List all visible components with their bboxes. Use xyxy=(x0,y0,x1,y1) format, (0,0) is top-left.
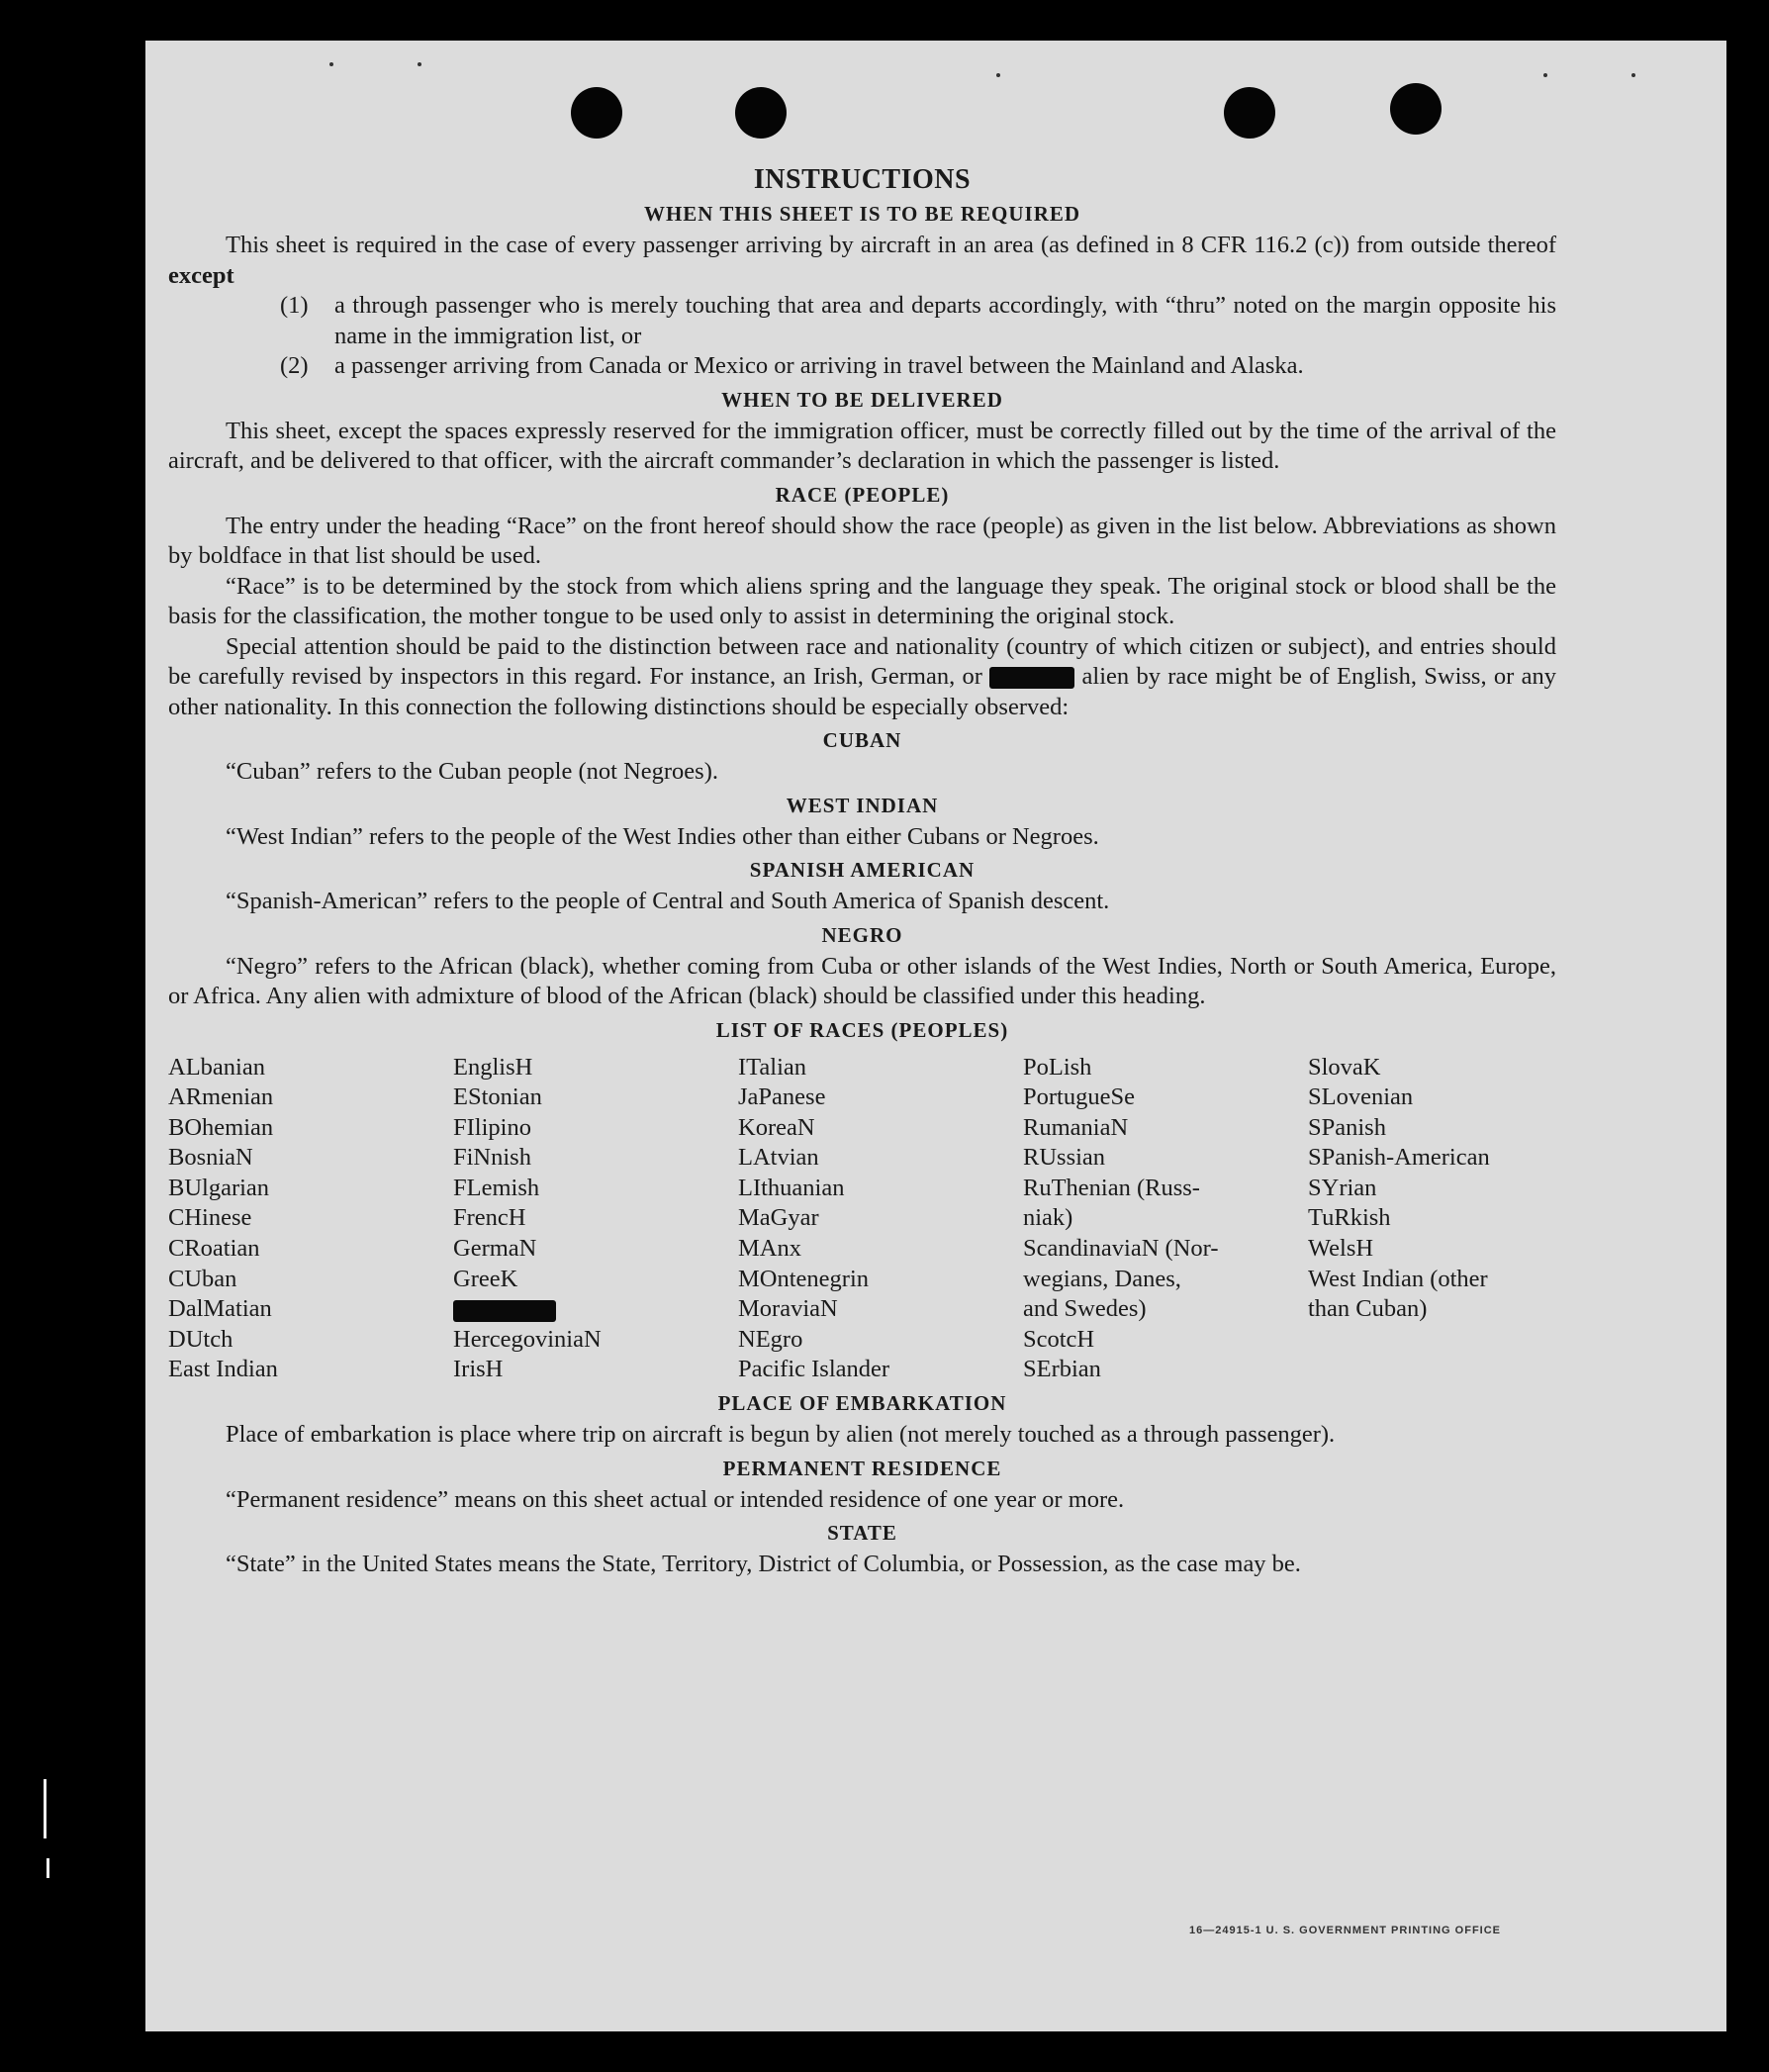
delivered-text: This sheet, except the spaces expressly reserved for the immigration officer, must be correctly filled out by the time of the arrival of the aircraft, and be delivered to that officer, with the aircraft commander’s declaration in which the passenger is listed. xyxy=(168,417,1556,474)
race-entry: ScandinaviaN (Nor- wegians, Danes, and Swedes) xyxy=(1023,1235,1219,1323)
race-entry: FiNnish xyxy=(453,1144,531,1172)
race-entry: LIthuanian xyxy=(738,1174,845,1201)
negro-text: “Negro” refers to the African (black), whether coming from Cuba or other islands of the West Indies, North or South America, Europe, or Africa. Any alien with admixture of blood of the African (black) should be classified under this heading. xyxy=(168,952,1556,1009)
section-heading-negro: NEGRO xyxy=(821,922,903,947)
item-number: (1) xyxy=(280,292,309,319)
speck xyxy=(996,73,1000,77)
race-paragraph: “Race” is to be determined by the stock from which aliens spring and the language they speak. The original stock or blood shall be the basis for the classification, the mother tongue to be used only to assist in determining the original stock. xyxy=(168,572,1556,629)
section-heading-list-of-races: LIST OF RACES (PEOPLES) xyxy=(715,1017,1009,1042)
redaction-mark xyxy=(989,667,1074,689)
document-page xyxy=(145,41,1726,2031)
race-entry: FIlipino xyxy=(453,1113,531,1141)
race-entry: ALbanian xyxy=(168,1053,265,1081)
race-entry: EStonian xyxy=(453,1083,542,1111)
race-entry: DalMatian xyxy=(168,1295,272,1323)
race-entry: MOntenegrin xyxy=(738,1265,869,1292)
section-heading-spanish-american: SPANISH AMERICAN xyxy=(749,858,976,882)
races-column xyxy=(1023,1053,1308,1386)
race-entry: RumaniaN xyxy=(1023,1113,1129,1141)
section-heading-race: RACE (PEOPLE) xyxy=(775,482,950,507)
speck xyxy=(418,62,421,66)
scan-artifact xyxy=(47,1858,49,1878)
punch-hole xyxy=(735,87,787,139)
race-entry: SPanish xyxy=(1308,1113,1386,1141)
punch-hole xyxy=(1390,83,1442,135)
race-entry: TuRkish xyxy=(1308,1204,1391,1232)
race-entry: MaGyar xyxy=(738,1204,819,1232)
race-paragraph: Special attention should be paid to the distinction between race and nationality (country of which citizen or subject), and entries should be carefully revised by inspectors in this regard. For instance, an Irish, German, or alien by race might be of English, Swiss, or any other nationality. In this connection the following distinctions should be especially observed: xyxy=(168,632,1556,720)
section-heading-residence: PERMANENT RESIDENCE xyxy=(722,1456,1002,1480)
race-entry: RuThenian (Russ- niak) xyxy=(1023,1174,1200,1232)
races-column xyxy=(453,1053,738,1386)
race-entry: West Indian (other than Cuban) xyxy=(1308,1265,1488,1323)
race-entry: IrisH xyxy=(453,1356,504,1383)
race-entry: SErbian xyxy=(1023,1356,1101,1383)
race-entry: SPanish-American xyxy=(1308,1144,1490,1172)
page-title: INSTRUCTIONS xyxy=(753,164,972,195)
race-entry: BosniaN xyxy=(168,1144,253,1172)
race-entry: RUssian xyxy=(1023,1144,1106,1172)
race-entry: PortugueSe xyxy=(1023,1083,1135,1111)
race-entry: KoreaN xyxy=(738,1113,815,1141)
race-entry: ScotcH xyxy=(1023,1325,1095,1353)
when-required-intro: This sheet is required in the case of every passenger arriving by aircraft in an area (as defined in 8 CFR 116.2 (c)) from outside thereof except xyxy=(168,232,1556,289)
races-column xyxy=(168,1053,453,1386)
race-entry: MoraviaN xyxy=(738,1295,838,1323)
race-entry: EnglisH xyxy=(453,1053,533,1081)
race-entry: SlovaK xyxy=(1308,1053,1381,1081)
cuban-text: “Cuban” refers to the Cuban people (not Negroes). xyxy=(226,758,718,785)
item-text: a through passenger who is merely touching that area and departs accordingly, with “thru” noted on the margin opposite his name in the immigration list, or xyxy=(334,292,1556,349)
section-heading-cuban: CUBAN xyxy=(822,728,902,752)
race-entry: HercegoviniaN xyxy=(453,1325,602,1353)
race-entry: ARmenian xyxy=(168,1083,274,1111)
spanish-american-text: “Spanish-American” refers to the people of Central and South America of Spanish descent. xyxy=(226,888,1110,914)
race-entry: CUban xyxy=(168,1265,237,1292)
race-entry: SYrian xyxy=(1308,1174,1377,1201)
race-entry: LAtvian xyxy=(738,1144,819,1172)
speck xyxy=(329,62,333,66)
race-entry: PoLish xyxy=(1023,1053,1092,1081)
west-indian-text: “West Indian” refers to the people of the West Indies other than either Cubans or Negroes. xyxy=(226,822,1099,850)
race-entry: Pacific Islander xyxy=(738,1356,890,1383)
race-entry: DUtch xyxy=(168,1325,233,1353)
race-entry: WelsH xyxy=(1308,1235,1374,1263)
races-list xyxy=(168,1053,1556,1386)
race-entry: GermaN xyxy=(453,1235,537,1263)
speck xyxy=(1543,73,1547,77)
race-entry: FLemish xyxy=(453,1174,540,1201)
item-text: a passenger arriving from Canada or Mexico or arriving in travel between the Mainland and Alaska. xyxy=(334,352,1304,379)
embarkation-text: Place of embarkation is place where trip on aircraft is begun by alien (not merely touched as a through passenger). xyxy=(226,1421,1336,1449)
redaction-mark xyxy=(453,1300,556,1322)
race-paragraph: The entry under the heading “Race” on the front hereof should show the race (people) as given in the list below. Abbreviations as shown by boldface in that list should be used. xyxy=(168,512,1556,569)
race-entry: CRoatian xyxy=(168,1235,260,1263)
race-entry: CHinese xyxy=(168,1204,252,1232)
item-number: (2) xyxy=(280,352,309,379)
punch-hole xyxy=(571,87,622,139)
race-entry: BUlgarian xyxy=(168,1174,270,1201)
race-entry: SLovenian xyxy=(1308,1083,1414,1111)
section-heading-west-indian: WEST INDIAN xyxy=(786,793,939,817)
residence-text: “Permanent residence” means on this sheet actual or intended residence of one year or more. xyxy=(226,1485,1125,1513)
races-column xyxy=(1308,1053,1556,1386)
race-entry: East Indian xyxy=(168,1356,278,1383)
section-heading-when-required: WHEN THIS SHEET IS TO BE REQUIRED xyxy=(643,202,1081,226)
section-heading-delivered: WHEN TO BE DELIVERED xyxy=(721,387,1003,412)
race-entry: FrencH xyxy=(453,1204,526,1232)
punch-hole xyxy=(1224,87,1275,139)
race-entry: BOhemian xyxy=(168,1113,274,1141)
printer-imprint: 16—24915-1 U. S. GOVERNMENT PRINTING OFFICE xyxy=(1189,1925,1502,1936)
race-entry: ITalian xyxy=(738,1053,807,1081)
race-entry: NEgro xyxy=(738,1325,803,1353)
section-heading-embarkation: PLACE OF EMBARKATION xyxy=(717,1391,1007,1416)
speck xyxy=(1631,73,1635,77)
exception-item xyxy=(280,351,1556,382)
except-word: except xyxy=(168,261,234,289)
race-entry: MAnx xyxy=(738,1235,801,1263)
race-entry-redacted xyxy=(453,1294,738,1325)
instructions-text xyxy=(168,164,1556,1580)
exception-item xyxy=(280,291,1556,351)
race-entry: JaPanese xyxy=(738,1083,826,1111)
section-heading-state: STATE xyxy=(827,1521,897,1546)
state-text: “State” in the United States means the State, Territory, District of Columbia, or Possession, as the case may be. xyxy=(226,1551,1301,1578)
race-entry: GreeK xyxy=(453,1265,518,1292)
races-column xyxy=(738,1053,1023,1386)
scan-artifact xyxy=(44,1779,47,1838)
